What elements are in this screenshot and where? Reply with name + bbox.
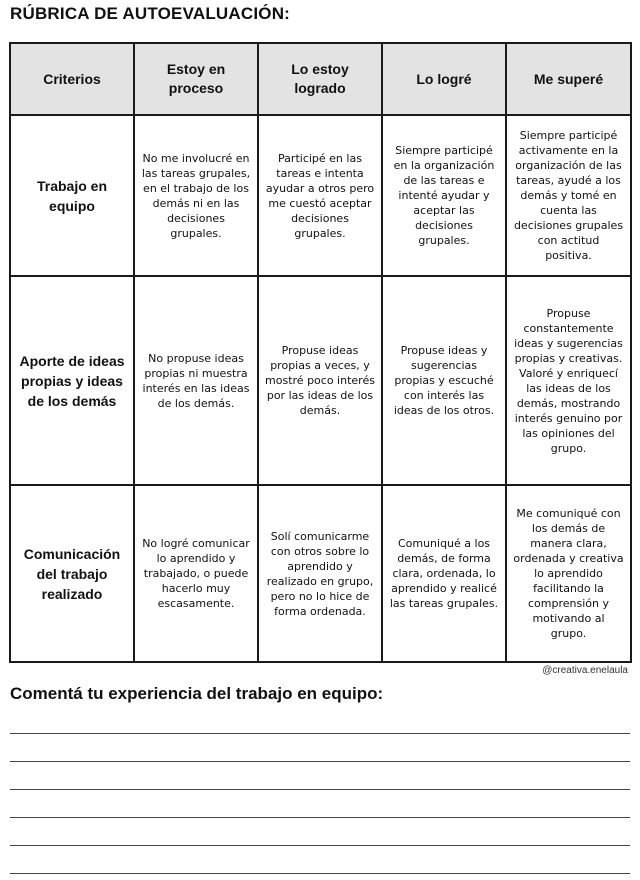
writing-line[interactable] bbox=[10, 790, 630, 818]
descriptor-cell: Siempre participé en la organización de las tareas e intenté ayudar y aceptar las decisiones grupales. bbox=[382, 115, 506, 276]
descriptor-cell: No me involucré en las tareas grupales, en el trabajo de los demás ni en las decisiones grupales. bbox=[134, 115, 258, 276]
descriptor-cell: Propuse constantemente ideas y sugerencias propias y creativas. Valoré y enriquecí las ideas de los demás, mostrando interés genuino por las opiniones del grupo. bbox=[506, 276, 631, 485]
writing-line[interactable] bbox=[10, 846, 630, 874]
descriptor-cell: Siempre participé activamente en la organización de las tareas, ayudé a los demás y tomé en cuenta las decisiones grupales con actitud positiva. bbox=[506, 115, 631, 276]
header-lo-logre: Lo logré bbox=[382, 43, 506, 115]
comment-prompt: Comentá tu experiencia del trabajo en equipo: bbox=[10, 684, 384, 703]
table-row bbox=[10, 276, 631, 485]
descriptor-cell: Participé en las tareas e intenta ayudar a otros pero me cuestó aceptar decisiones grupales. bbox=[258, 115, 382, 276]
criterion-cell: Comunicación del trabajo realizado bbox=[10, 485, 134, 662]
criterion-cell: Aporte de ideas propias y ideas de los demás bbox=[10, 276, 134, 485]
descriptor-cell: Me comuniqué con los demás de manera clara, ordenada y creativa lo aprendido facilitando la comprensión y motivando al grupo. bbox=[506, 485, 631, 662]
descriptor-cell: No propuse ideas propias ni muestra interés en las ideas de los demás. bbox=[134, 276, 258, 485]
header-row bbox=[10, 43, 631, 115]
header-criterios: Criterios bbox=[10, 43, 134, 115]
table-row bbox=[10, 485, 631, 662]
header-lo-estoy-logrado: Lo estoy logrado bbox=[258, 43, 382, 115]
header-estoy-en-proceso: Estoy en proceso bbox=[134, 43, 258, 115]
writing-line[interactable] bbox=[10, 706, 630, 734]
writing-line[interactable] bbox=[10, 734, 630, 762]
table-row bbox=[10, 115, 631, 276]
writing-line[interactable] bbox=[10, 762, 630, 790]
descriptor-cell: Solí comunicarme con otros sobre lo aprendido y realizado en grupo, pero no lo hice de forma ordenada. bbox=[258, 485, 382, 662]
criterion-cell: Trabajo en equipo bbox=[10, 115, 134, 276]
writing-lines[interactable] bbox=[10, 706, 630, 874]
writing-line[interactable] bbox=[10, 818, 630, 846]
descriptor-cell: No logré comunicar lo aprendido y trabajado, o puede hacerlo muy escasamente. bbox=[134, 485, 258, 662]
descriptor-cell: Propuse ideas y sugerencias propias y escuché con interés las ideas de los otros. bbox=[382, 276, 506, 485]
page-title: RÚBRICA DE AUTOEVALUACIÓN: bbox=[10, 4, 291, 23]
descriptor-cell: Comuniqué a los demás, de forma clara, ordenada, lo aprendido y realicé las tareas grupales. bbox=[382, 485, 506, 662]
descriptor-cell: Propuse ideas propias a veces, y mostré poco interés por las ideas de los demás. bbox=[258, 276, 382, 485]
rubric-table bbox=[9, 42, 632, 663]
header-me-supere: Me superé bbox=[506, 43, 631, 115]
author-credit: @creativa.enelaula bbox=[542, 665, 628, 676]
